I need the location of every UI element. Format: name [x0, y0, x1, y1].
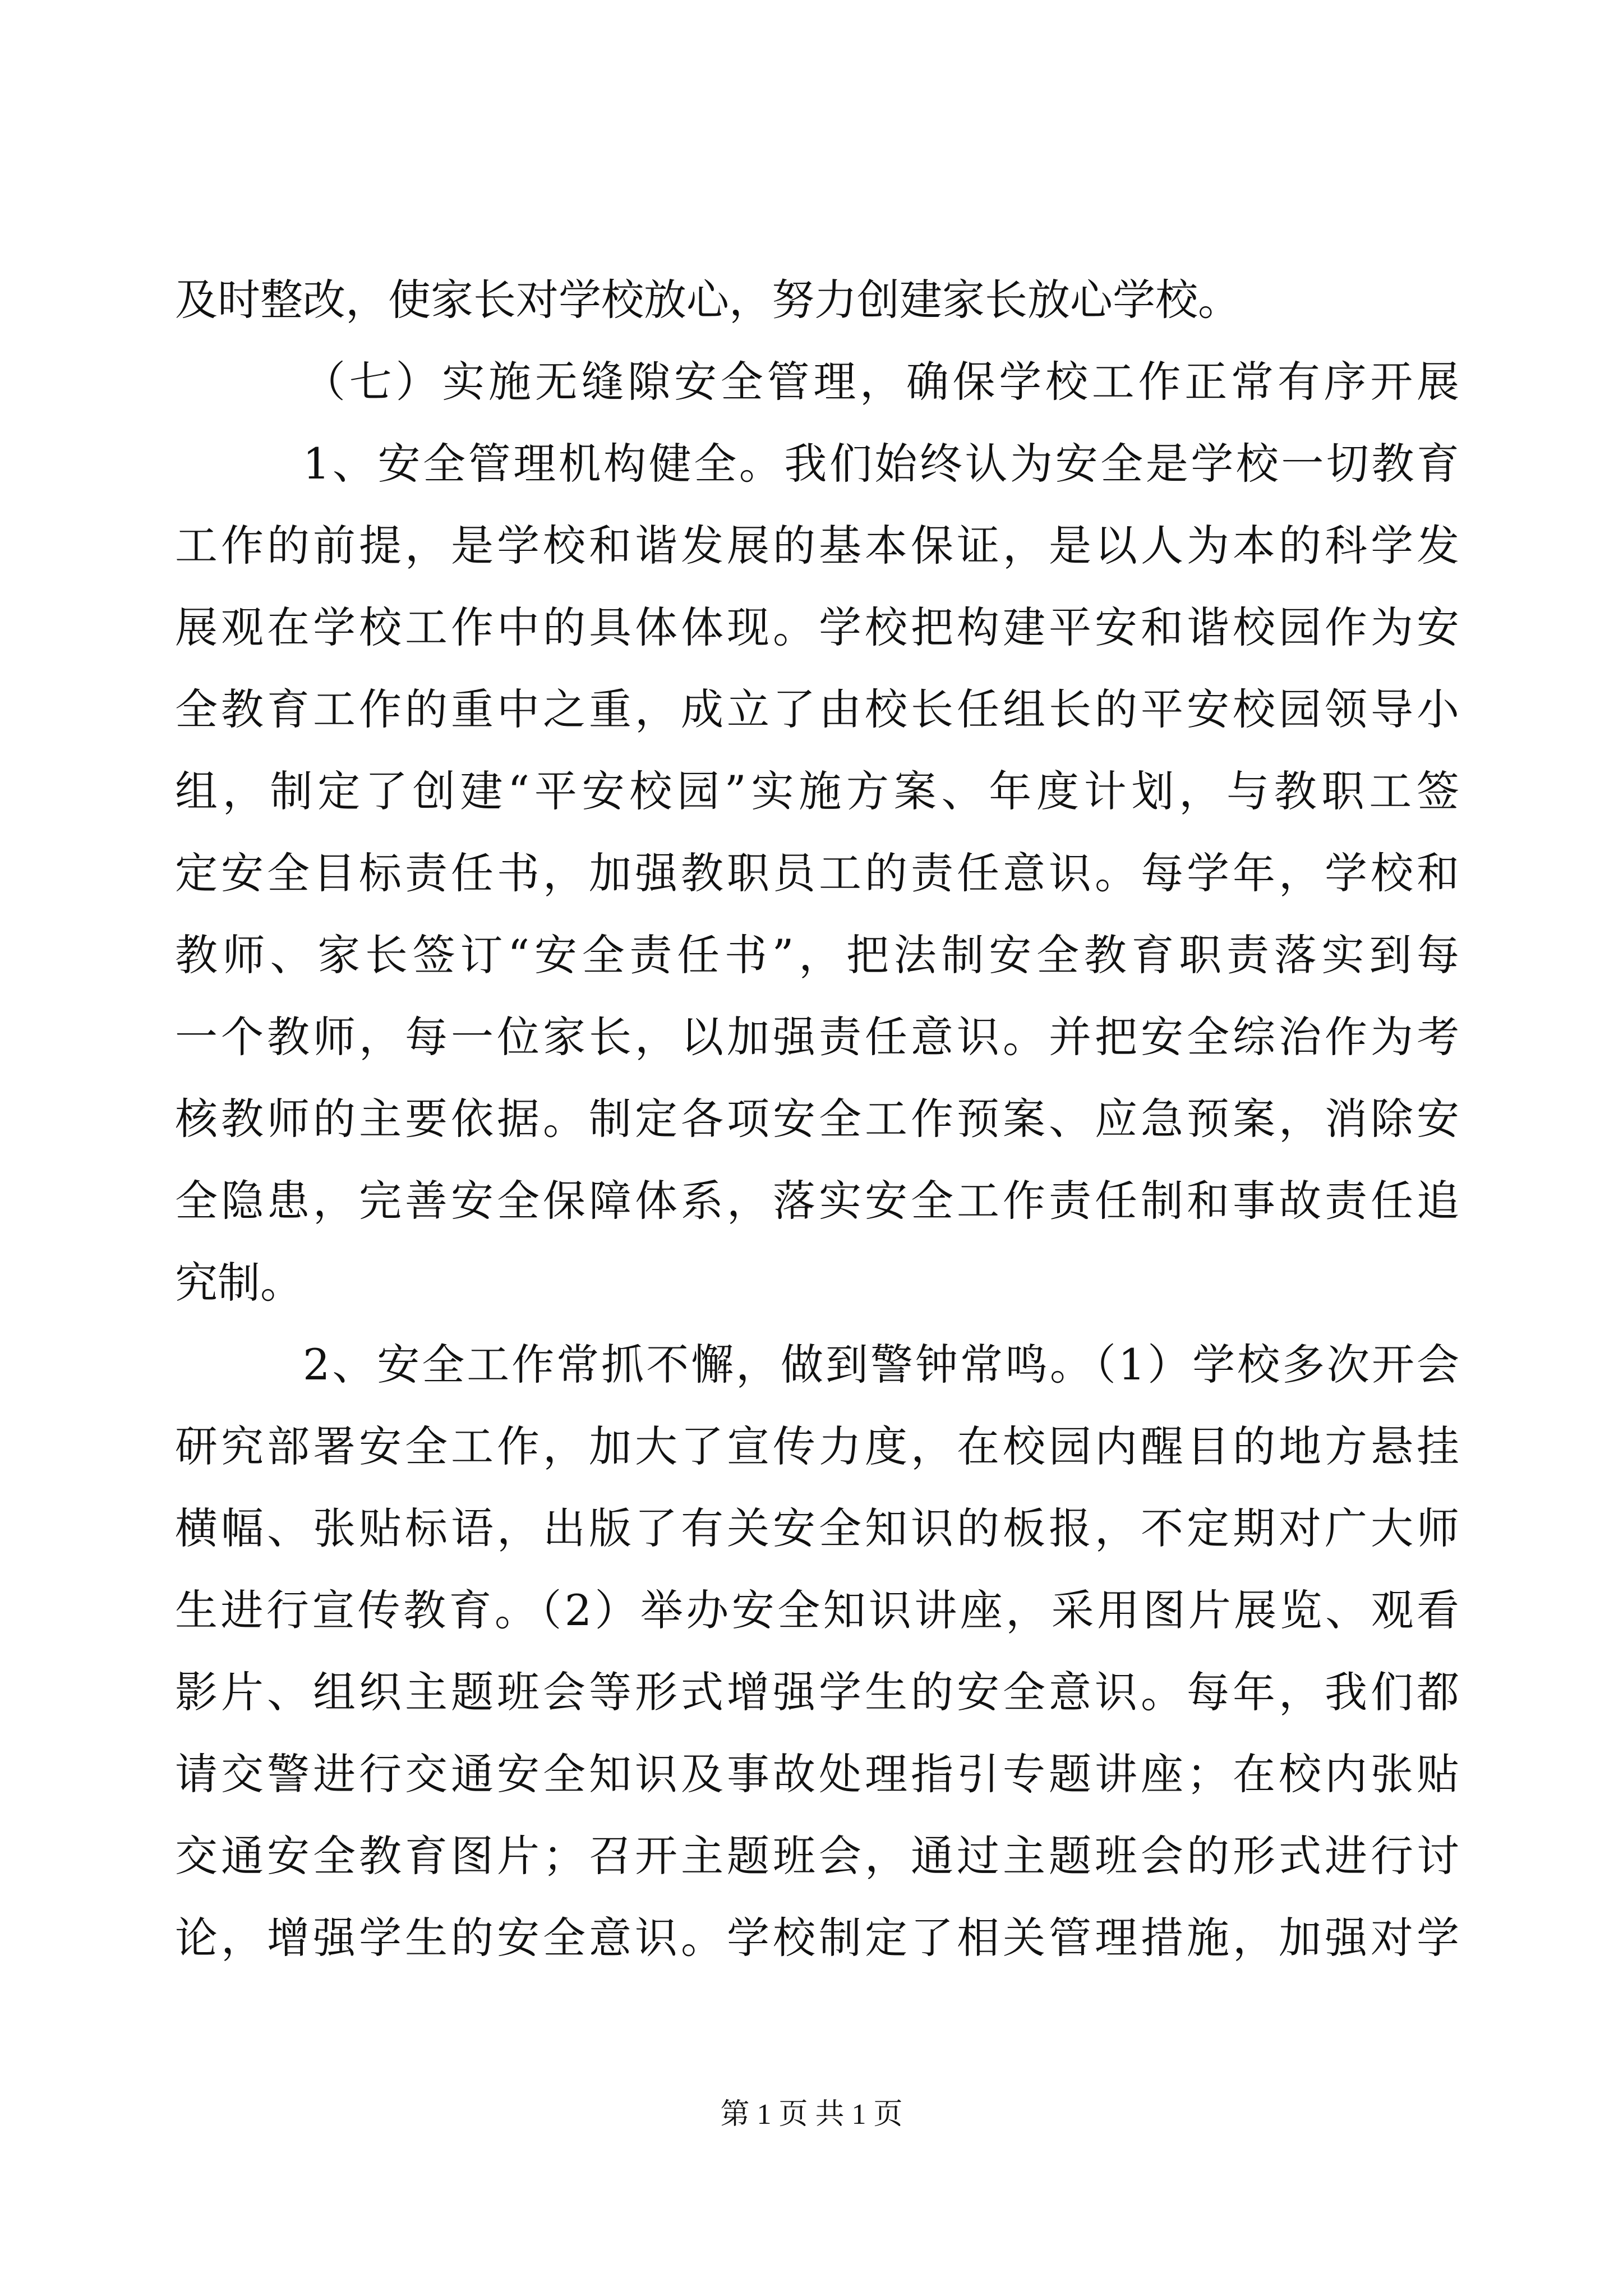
text-line: 核教师的主要依据。制定各项安全工作预案、应急预案，消除安 [175, 1094, 1459, 1144]
text-line: 教师、家长签订“安全责任书”，把法制安全教育职责落实到每 [175, 930, 1459, 980]
text-line: 交通安全教育图片；召开主题班会，通过主题班会的形式进行讨 [175, 1831, 1459, 1881]
text-line: 影片、组织主题班会等形式增强学生的安全意识。每年，我们都 [175, 1667, 1459, 1717]
text-line: 全教育工作的重中之重，成立了由校长任组长的平安校园领导小 [175, 684, 1459, 734]
text-line: 横幅、张贴标语，出版了有关安全知识的板报，不定期对广大师 [175, 1503, 1459, 1553]
text-line: 组，制定了创建“平安校园”实施方案、年度计划，与教职工签 [175, 766, 1459, 816]
text-line: 及时整改，使家长对学校放心，努力创建家长放心学校。 [175, 275, 1241, 325]
text-line: 请交警进行交通安全知识及事故处理指引专题讲座；在校内张贴 [175, 1749, 1459, 1799]
text-line: 定安全目标责任书，加强教职员工的责任意识。每学年，学校和 [175, 848, 1459, 898]
text-line: 1、安全管理机构健全。我们始终认为安全是学校一切教育 [303, 439, 1459, 489]
text-line: 究制。 [175, 1258, 303, 1308]
text-line: 一个教师，每一位家长，以加强责任意识。并把安全综治作为考 [175, 1012, 1459, 1062]
text-line: 研究部署安全工作，加大了宣传力度，在校园内醒目的地方悬挂 [175, 1421, 1459, 1471]
text-line: 2、安全工作常抓不懈，做到警钟常鸣。（1）学校多次开会 [303, 1340, 1459, 1389]
text-line: 论，增强学生的安全意识。学校制定了相关管理措施，加强对学 [175, 1913, 1459, 1963]
text-line: 展观在学校工作中的具体体现。学校把构建平安和谐校园作为安 [175, 602, 1459, 652]
text-line: 全隐患，完善安全保障体系，落实安全工作责任制和事故责任追 [175, 1176, 1459, 1226]
page-number-footer: 第 1 页 共 1 页 [720, 2099, 903, 2131]
text-line: 生进行宣传教育。（2）举办安全知识讲座，采用图片展览、观看 [175, 1585, 1459, 1635]
text-line: 工作的前提，是学校和谐发展的基本保证，是以人为本的科学发 [175, 521, 1459, 570]
section-heading: （七）实施无缝隙安全管理，确保学校工作正常有序开展 [303, 357, 1459, 407]
